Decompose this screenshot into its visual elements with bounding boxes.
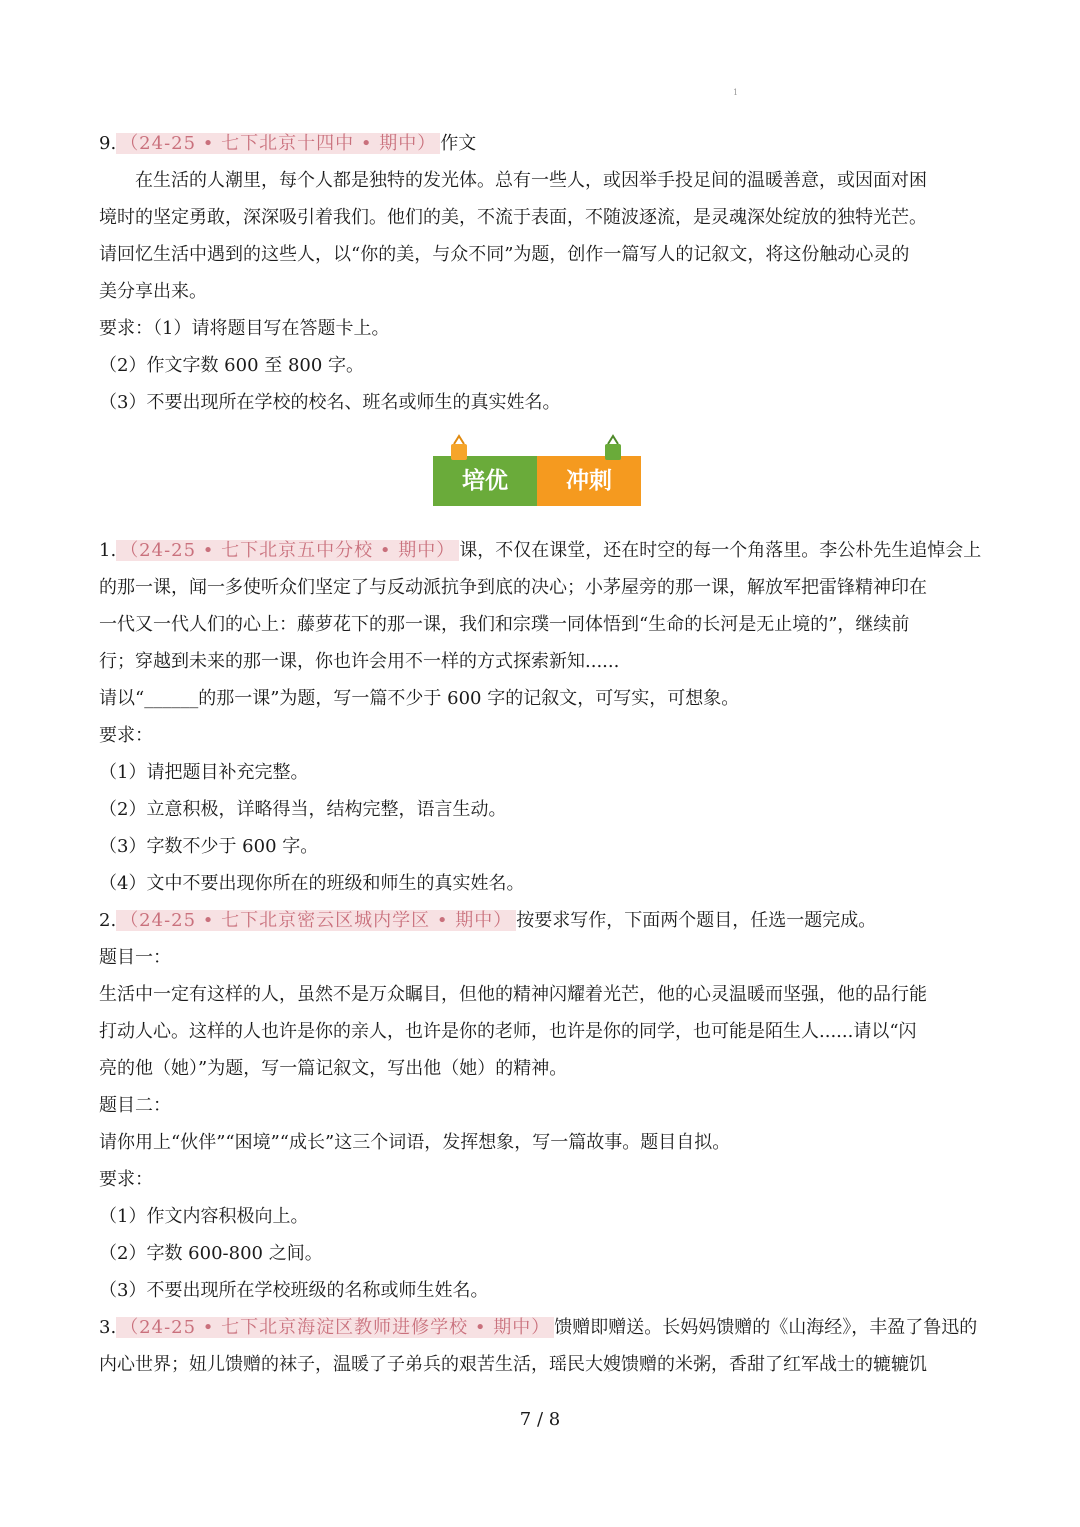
q2-requirements-label: 要求： bbox=[99, 1169, 153, 1190]
q3-text: 馈赠即赠送。长妈妈馈赠的《山海经》，丰盈了鲁迅的 bbox=[554, 1317, 978, 1338]
binder-clip-icon bbox=[449, 434, 469, 462]
q1-requirement: （1）请把题目补充完整。 bbox=[99, 762, 309, 783]
q2-source-tag: （24-25 • 七下北京密云区城内学区 • 期中） bbox=[116, 910, 516, 931]
q1-text: 课，不仅在课堂，还在时空的每一个角落里。李公朴先生追悼会上 bbox=[459, 540, 982, 561]
q9-paragraph-line: 请回忆生活中遇到的这些人，以“你的美，与众不同”为题，创作一篇写人的记叙文，将这份触动心灵的 bbox=[99, 244, 910, 265]
q9-requirement: 要求：（1）请将题目写在答题卡上。 bbox=[99, 318, 390, 339]
q1-prompt: 请以“______的那一课”为题，写一篇不少于 600 字的记叙文，可写实，可想象。 bbox=[99, 688, 740, 709]
q3-number: 3. bbox=[99, 1317, 117, 1338]
q3-paragraph-line: 内心世界；妞儿馈赠的袜子，温暖了子弟兵的艰苦生活，瑶民大嫂馈赠的米粥，香甜了红军战士的辘辘饥 bbox=[99, 1354, 927, 1375]
page-number: 7 / 8 bbox=[519, 1409, 561, 1430]
q9-paragraph-line: 境时的坚定勇敢，深深吸引着我们。他们的美，不流于表面，不随波逐流，是灵魂深处绽放的独特光芒。 bbox=[99, 207, 927, 228]
q1-paragraph-line: 行；穿越到未来的那一课，你也许会用不一样的方式探索新知...... bbox=[99, 651, 620, 672]
q9-paragraph-line: 美分享出来。 bbox=[99, 281, 207, 302]
q9-source-tag: （24-25 • 七下北京十四中 • 期中） bbox=[116, 133, 440, 154]
q1-number: 1. bbox=[99, 540, 117, 561]
q2-heading bbox=[99, 908, 983, 934]
header-mark: 1 bbox=[733, 88, 739, 97]
q1-requirements-label: 要求： bbox=[99, 725, 153, 746]
q1-requirement: （3）字数不少于 600 字。 bbox=[99, 836, 319, 857]
q1-paragraph-line: 一代又一代人们的心上：藤萝花下的那一课，我们和宗璞一同体悟到“生命的长河是无止境的”，继续前 bbox=[99, 614, 910, 635]
q3-heading bbox=[99, 1315, 983, 1341]
q9-requirement: （3）不要出现所在学校的校名、班名或师生的真实姓名。 bbox=[99, 392, 561, 413]
q1-heading bbox=[99, 538, 983, 564]
q9-title: 作文 bbox=[440, 133, 477, 154]
q2-paragraph-line: 请你用上“伙伴”“困境”“成长”这三个词语，发挥想象，写一篇故事。题目自拟。 bbox=[99, 1132, 731, 1153]
q2-paragraph-line: 打动人心。这样的人也许是你的亲人，也许是你的老师，也许是你的同学，也可能是陌生人......请以“闪 bbox=[99, 1021, 917, 1042]
q2-text: 按要求写作，下面两个题目，任选一题完成。 bbox=[516, 910, 877, 931]
q9-heading bbox=[99, 131, 983, 157]
q2-number: 2. bbox=[99, 910, 117, 931]
q1-paragraph-line: 的那一课，闻一多使听众们坚定了与反动派抗争到底的决心；小茅屋旁的那一课，解放军把雷锋精神印在 bbox=[99, 577, 927, 598]
q9-requirement: （2）作文字数 600 至 800 字。 bbox=[99, 355, 365, 376]
q9-number: 9. bbox=[99, 133, 117, 154]
q2-topic-label: 题目二： bbox=[99, 1095, 171, 1116]
q9-paragraph-line: 在生活的人潮里，每个人都是独特的发光体。总有一些人，或因举手投足间的温暖善意，或因面对困 bbox=[135, 170, 927, 191]
q3-source-tag: （24-25 • 七下北京海淀区教师进修学校 • 期中） bbox=[116, 1317, 554, 1338]
section-banner bbox=[433, 434, 641, 508]
q1-source-tag: （24-25 • 七下北京五中分校 • 期中） bbox=[116, 540, 459, 561]
q1-requirement: （2）立意积极，详略得当，结构完整，语言生动。 bbox=[99, 799, 507, 820]
banner-left-label: 培优 bbox=[433, 456, 537, 506]
q2-paragraph-line: 亮的他（她）”为题，写一篇记叙文，写出他（她）的精神。 bbox=[99, 1058, 568, 1079]
binder-clip-icon bbox=[603, 434, 623, 462]
banner-right-label: 冲刺 bbox=[537, 456, 641, 506]
q2-requirement: （3）不要出现所在学校班级的名称或师生姓名。 bbox=[99, 1280, 489, 1301]
q2-requirement: （2）字数 600-800 之间。 bbox=[99, 1243, 323, 1264]
q2-paragraph-line: 生活中一定有这样的人，虽然不是万众瞩目，但他的精神闪耀着光芒，他的心灵温暖而坚强，他的品行能 bbox=[99, 984, 927, 1005]
q1-requirement: （4）文中不要出现你所在的班级和师生的真实姓名。 bbox=[99, 873, 525, 894]
q2-topic-label: 题目一： bbox=[99, 947, 171, 968]
q2-requirement: （1）作文内容积极向上。 bbox=[99, 1206, 309, 1227]
